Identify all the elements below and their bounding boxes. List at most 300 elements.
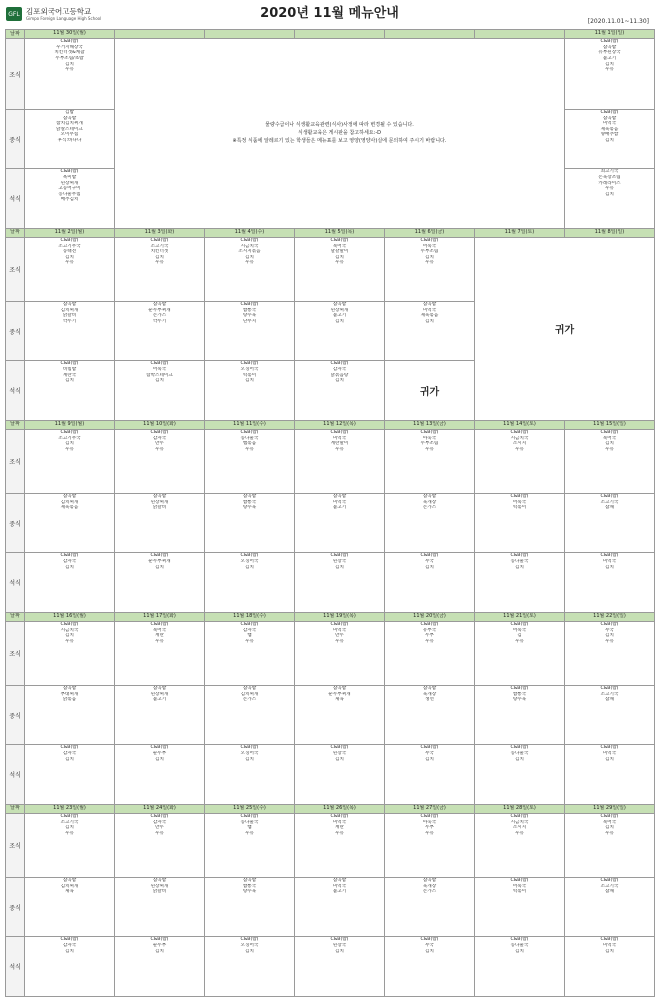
menu-item: 우유 — [65, 260, 74, 266]
menu-item: 순두부 — [152, 942, 167, 948]
menu-item: 우유 — [155, 260, 164, 266]
menu-item: C&B(밥) — [510, 553, 529, 559]
menu-item: 감자국 — [242, 627, 257, 633]
menu-item: 된장국 — [332, 558, 347, 564]
menu-item: C&B(밥) — [240, 237, 259, 243]
day-header: 11월 13일(금) — [385, 420, 475, 429]
menu-item: 잡곡밥 — [332, 301, 347, 307]
day-cell — [205, 301, 295, 360]
day-header: 11월 21일(토) — [475, 612, 565, 621]
menu-item: 깍두기 — [62, 318, 77, 324]
date-corner-label: 날짜 — [6, 228, 25, 237]
day-cell — [295, 553, 385, 612]
menu-item: 김치 — [335, 756, 344, 762]
menu-item: C&B(밥) — [510, 745, 529, 751]
menu-item: 미역국 — [602, 942, 617, 948]
menu-item: 순두부찌개 — [148, 558, 171, 564]
menu-item: 순두부 — [152, 750, 167, 756]
menu-item: 참치김치찌개 — [56, 121, 83, 127]
day-cell — [475, 937, 565, 997]
meal-label: 조식 — [6, 39, 25, 110]
menu-item: 어묵국 — [512, 883, 527, 889]
menu-item: C&B(밥) — [600, 493, 619, 499]
menu-item: 김치 — [65, 254, 74, 260]
menu-item: C&B(밥) — [420, 813, 439, 819]
menu-item: C&B(밥) — [330, 237, 349, 243]
menu-item: 미역국 — [332, 819, 347, 825]
menu-item: 콩나물국 — [510, 558, 529, 564]
menu-item: 감자국 — [152, 435, 167, 441]
menu-item: 계란국 — [62, 372, 77, 378]
menu-item: 어묵국 — [512, 627, 527, 633]
menu-item: C&B(밥) — [330, 937, 349, 943]
week-header-row — [6, 804, 655, 813]
day-cell — [295, 621, 385, 685]
menu-item: 김치 — [425, 564, 434, 570]
notice-line: 물량수급이나 식생활교육관련(식사)사정에 따라 변경될 수 있습니다. — [265, 122, 414, 129]
menu-item: 김치 — [245, 948, 254, 954]
menu-item: C&B(밥) — [150, 553, 169, 559]
menu-item: 부대찌개 — [60, 691, 79, 697]
day-header: 11월 28일(토) — [475, 804, 565, 813]
day-header: 11월 16일(월) — [25, 612, 115, 621]
menu-item: 우유 — [425, 260, 434, 266]
day-cell — [385, 237, 475, 301]
menu-item: 카레라이스 — [598, 180, 621, 186]
menu-item: C&B(밥) — [600, 813, 619, 819]
menu-item: 김치 — [335, 378, 344, 384]
menu-item: 아욱국 — [422, 819, 437, 825]
menu-item: 우유 — [605, 638, 614, 644]
day-cell — [385, 937, 475, 997]
menu-item: 무국 — [425, 942, 434, 948]
day-cell — [475, 813, 565, 877]
day-header: 11월 1일(일) — [565, 30, 655, 39]
day-cell — [25, 877, 115, 936]
menu-item: 계란말이 — [330, 441, 349, 447]
day-cell — [205, 813, 295, 877]
date-corner-label: 날짜 — [6, 612, 25, 621]
menu-item: 불고기 — [152, 697, 167, 703]
day-header: 11월 30일(월) — [25, 30, 115, 39]
menu-item: 소고기국 — [60, 819, 79, 825]
day-cell — [25, 621, 115, 685]
menu-item: 어묵국 — [152, 367, 167, 372]
menu-item: 잡곡밥 — [62, 877, 77, 883]
day-cell — [295, 877, 385, 936]
day-cell — [295, 361, 385, 420]
day-cell — [385, 745, 475, 804]
menu-item: C&B(밥) — [60, 39, 79, 45]
menu-item: C&B(밥) — [600, 877, 619, 883]
menu-item: 닭갈비 — [152, 505, 167, 511]
date-corner-label: 날짜 — [6, 804, 25, 813]
menu-item: 생선 — [425, 697, 434, 703]
menu-item: 김치 — [245, 378, 254, 384]
meal-label: 중식 — [6, 493, 25, 552]
week-header-row — [6, 612, 655, 621]
menu-item: 만두 — [155, 825, 164, 831]
day-cell — [385, 621, 475, 685]
menu-item: 우유 — [605, 186, 614, 192]
day-cell — [385, 493, 475, 552]
day-cell — [565, 745, 655, 804]
menu-item: C&B(밥) — [240, 621, 259, 627]
menu-item: 우유 — [245, 638, 254, 644]
menu-item: 계란 — [335, 825, 344, 831]
day-cell — [565, 429, 655, 493]
menu-item: 잡곡밥 — [422, 301, 437, 307]
day-cell — [475, 621, 565, 685]
menu-item: 콩나물무침 — [58, 191, 81, 197]
menu-item: 우유 — [65, 67, 74, 73]
menu-item: C&B(밥) — [600, 110, 619, 115]
menu-item: 우유 — [155, 446, 164, 452]
menu-item: 미역국 — [602, 750, 617, 756]
menu-item: 김치 — [425, 948, 434, 954]
menu-item: 짬뽕국 — [512, 691, 527, 697]
menu-item: 돈가스 — [422, 505, 437, 511]
day-cell — [295, 745, 385, 804]
day-cell — [25, 169, 115, 228]
day-cell — [25, 937, 115, 997]
menu-item: C&B(밥) — [60, 553, 79, 559]
menu-item: 돈가스 — [242, 697, 257, 703]
day-cell — [475, 877, 565, 936]
day-header — [295, 30, 385, 39]
day-cell — [295, 937, 385, 997]
menu-item: C&B(밥) — [420, 553, 439, 559]
menu-item: 김치 — [65, 633, 74, 639]
menu-item: 북어국 — [602, 435, 617, 441]
menu-item: 북어국 — [602, 819, 617, 825]
menu-item: 감자국 — [332, 367, 347, 372]
day-cell — [25, 745, 115, 804]
menu-item: 돈가스 — [422, 889, 437, 895]
meal-row — [6, 813, 655, 877]
menu-item: 우유 — [65, 830, 74, 836]
menu-item: 우유 — [245, 260, 254, 266]
school-name: 김포외국어고등학교 — [26, 6, 92, 16]
menu-item: 유부국 — [422, 627, 437, 633]
menu-item: 잡곡밥 — [242, 685, 257, 691]
menu-item: C&B(밥) — [510, 877, 529, 883]
day-header: 11월 10일(화) — [115, 420, 205, 429]
menu-item: C&B(밥) — [60, 429, 79, 435]
menu-item: 우유 — [605, 67, 614, 73]
menu-item: 우유 — [425, 446, 434, 452]
menu-item: 시금치국 — [240, 243, 259, 249]
menu-item: 닭볶음탕 — [330, 372, 349, 378]
day-cell — [115, 877, 205, 936]
menu-item: 소고기국 — [600, 499, 619, 505]
day-cell — [115, 301, 205, 360]
menu-item: 우거지해장국 — [56, 44, 83, 50]
menu-item: 두부조림 — [420, 441, 439, 447]
menu-item: 두부 — [425, 633, 434, 639]
day-header: 11월 19일(목) — [295, 612, 385, 621]
menu-item: 우유 — [515, 638, 524, 644]
notice-line: 식생활교육은 게시판을 참고하세요:-D — [298, 130, 381, 137]
menu-item: C&B(밥) — [600, 685, 619, 691]
day-header: 11월 29일(일) — [565, 804, 655, 813]
menu-item: 김치 — [65, 441, 74, 447]
menu-item: 제육볶음 — [420, 313, 439, 319]
day-header — [115, 30, 205, 39]
day-cell — [25, 361, 115, 420]
menu-item: C&B(밥) — [510, 493, 529, 499]
menu-item: 어묵국 — [422, 243, 437, 249]
menu-item: 잡곡밥 — [152, 685, 167, 691]
day-cell — [205, 621, 295, 685]
menu-item: 잡곡밥 — [422, 493, 437, 499]
menu-item: 아욱국 — [422, 435, 437, 441]
menu-item: C&B(밥) — [150, 237, 169, 243]
menu-item: 오징어국 — [240, 367, 259, 372]
menu-item: 닭갈비 — [62, 313, 77, 319]
menu-item: 육개장 — [422, 691, 437, 697]
menu-item: 소시지볶음 — [238, 249, 261, 255]
menu-item: 미역국 — [602, 121, 617, 127]
menu-item: 된장찌개 — [60, 180, 79, 186]
meal-row — [6, 745, 655, 804]
menu-item: 된장찌개 — [150, 883, 169, 889]
day-cell — [385, 813, 475, 877]
menu-item: 김치 — [335, 254, 344, 260]
day-cell — [115, 937, 205, 997]
meal-label: 석식 — [6, 361, 25, 420]
menu-item: 제육볶음 — [60, 505, 79, 511]
menu-item: 두부조림 — [420, 249, 439, 255]
menu-item: 잡곡밥 — [242, 877, 257, 883]
menu-item: 오징어국 — [240, 942, 259, 948]
menu-item: 잡곡밥 — [242, 493, 257, 499]
day-cell — [25, 39, 115, 110]
menu-item: 잡곡밥 — [152, 877, 167, 883]
menu-item: 김치 — [515, 756, 524, 762]
day-header: 11월 22일(일) — [565, 612, 655, 621]
menu-item: C&B(밥) — [420, 237, 439, 243]
meal-row — [6, 429, 655, 493]
day-header — [385, 30, 475, 39]
menu-item: 된장찌개 — [150, 499, 169, 505]
menu-item: 김치찌개 — [60, 307, 79, 313]
menu-item: 우유 — [245, 830, 254, 836]
menu-item: 김치 — [515, 948, 524, 954]
menu-item: 제육볶음 — [600, 126, 619, 132]
week-header-row — [6, 30, 655, 39]
day-cell — [115, 685, 205, 744]
gap-label: 귀가 — [385, 361, 475, 420]
menu-item: 김치 — [335, 564, 344, 570]
menu-item: 우유 — [605, 446, 614, 452]
menu-item: 흑미밥 — [62, 175, 77, 181]
menu-item: 콩나물국 — [510, 942, 529, 948]
menu-item: 무국 — [605, 627, 614, 633]
day-header: 11월 11일(수) — [205, 420, 295, 429]
day-cell — [115, 237, 205, 301]
menu-item: 만두 — [155, 441, 164, 447]
menu-item: 고등어구이 — [58, 186, 81, 192]
menu-item: 닭볶음 — [62, 697, 77, 703]
menu-item: 돈가스 — [152, 313, 167, 319]
menu-item: 두부조림/초밥 — [55, 55, 84, 61]
menu-item: 소시지 — [512, 825, 527, 831]
day-cell — [475, 685, 565, 744]
menu-item: 순두부찌개 — [328, 691, 351, 697]
menu-item: C&B(밥) — [60, 621, 79, 627]
meal-row — [6, 937, 655, 997]
meal-row — [6, 493, 655, 552]
day-cell — [385, 301, 475, 360]
day-cell — [205, 237, 295, 301]
menu-item: 김치 — [65, 564, 74, 570]
menu-item: C&B(밥) — [600, 429, 619, 435]
day-cell — [25, 493, 115, 552]
meal-label: 석식 — [6, 553, 25, 612]
menu-item: 소고기무국 — [58, 243, 81, 249]
menu-item: 잡곡밥 — [62, 301, 77, 307]
menu-item: 짬뽕국 — [242, 499, 257, 505]
day-cell — [565, 813, 655, 877]
menu-item: 잡곡밥 — [422, 685, 437, 691]
menu-item: 김치 — [605, 137, 614, 143]
day-header: 11월 5일(목) — [295, 228, 385, 237]
day-cell — [565, 493, 655, 552]
menu-item: 잡곡밥 — [62, 685, 77, 691]
menu-item: 김치 — [155, 378, 164, 384]
menu-item: 우유 — [515, 830, 524, 836]
day-cell — [205, 937, 295, 997]
meal-label: 석식 — [6, 745, 25, 804]
meal-row — [6, 685, 655, 744]
menu-item: 소고기국 — [600, 883, 619, 889]
menu-item: C&B(밥) — [60, 237, 79, 243]
menu-item: C&B(밥) — [330, 745, 349, 751]
menu-item: 제육 — [65, 889, 74, 895]
menu-item: 잡곡밥 — [332, 493, 347, 499]
day-cell — [565, 39, 655, 110]
school-name-en: Gimpo Foreign Language High School — [26, 15, 102, 21]
menu-item: C&B(밥) — [240, 361, 259, 367]
menu-item: 햄 — [247, 633, 252, 639]
menu-item: 김치 — [425, 756, 434, 762]
meal-label: 조식 — [6, 237, 25, 301]
menu-item: C&B(밥) — [240, 301, 259, 307]
menu-item: 미역국 — [332, 627, 347, 633]
menu-item: 계란 — [155, 633, 164, 639]
menu-item: 불고기 — [602, 55, 617, 61]
menu-item: 김치 — [605, 564, 614, 570]
day-cell — [205, 493, 295, 552]
menu-item: 김치찌개 — [240, 691, 259, 697]
menu-item: C&B(밥) — [510, 429, 529, 435]
menu-item: 소시지 — [512, 441, 527, 447]
menu-item: 감자국 — [62, 558, 77, 564]
day-cell — [115, 361, 205, 420]
menu-item: 탕수육 — [242, 313, 257, 319]
menu-item: 오징어국 — [240, 558, 259, 564]
day-header: 11월 24일(화) — [115, 804, 205, 813]
meal-row — [6, 237, 655, 301]
menu-item: C&B(밥) — [600, 553, 619, 559]
menu-item: 떡볶이 — [242, 372, 257, 378]
menu-item: C&B(밥) — [60, 937, 79, 943]
menu-item: 치킨너겟&케찹 — [54, 50, 85, 56]
menu-item: 육개장 — [422, 499, 437, 505]
school-emblem-icon: GFL — [6, 7, 22, 21]
menu-item: 김치 — [65, 756, 74, 762]
day-cell — [25, 237, 115, 301]
menu-item: C&B(밥) — [150, 813, 169, 819]
day-cell — [115, 429, 205, 493]
menu-item: 김치 — [65, 378, 74, 384]
page-title: 2020년 11월 메뉴안내 — [260, 6, 399, 21]
day-cell — [385, 685, 475, 744]
day-cell — [115, 813, 205, 877]
menu-item: 탕수육 — [242, 505, 257, 511]
menu-item: 김치 — [605, 191, 614, 197]
day-cell — [205, 685, 295, 744]
menu-item: 햄 — [247, 825, 252, 831]
menu-item: 오징어국 — [240, 750, 259, 756]
menu-item: 닭갈비 — [152, 889, 167, 895]
notice-line: ※특정 식품에 알레르기 있는 학생들은 메뉴표를 보고 영양(영양사)실에 문의하여 주시기 바랍니다. — [232, 138, 447, 145]
menu-item: 김치 — [605, 825, 614, 831]
menu-item: 우유 — [335, 830, 344, 836]
menu-item: 우유 — [605, 830, 614, 836]
menu-item: 미역국 — [332, 435, 347, 441]
menu-item: 배추김치 — [60, 197, 79, 203]
menu-item: C&B(밥) — [60, 169, 79, 175]
day-cell — [25, 429, 115, 493]
menu-item: 된장국 — [332, 750, 347, 756]
menu-item: 순두부찌개 — [148, 307, 171, 313]
day-header: 11월 25일(수) — [205, 804, 295, 813]
day-cell — [565, 877, 655, 936]
day-cell — [25, 553, 115, 612]
day-cell — [475, 745, 565, 804]
day-header: 11월 7일(토) — [475, 228, 565, 237]
day-header — [475, 30, 565, 39]
menu-item: C&B(밥) — [60, 745, 79, 751]
menu-item: 소고기국 — [600, 691, 619, 697]
meal-row — [6, 621, 655, 685]
day-cell — [205, 429, 295, 493]
day-header — [205, 30, 295, 39]
menu-item: 유부된장국 — [598, 50, 621, 56]
menu-item: 잡채 — [605, 697, 614, 703]
menu-item: 어묵국 — [512, 499, 527, 505]
menu-item: 잡곡밥 — [62, 115, 77, 121]
day-header: 11월 26일(목) — [295, 804, 385, 813]
menu-item: 불고기 — [332, 889, 347, 895]
meal-label: 조식 — [6, 429, 25, 493]
menu-item: 잡곡밥 — [152, 493, 167, 499]
day-cell — [565, 621, 655, 685]
meal-label: 중식 — [6, 110, 25, 169]
menu-item: 닭살스테이크 — [56, 126, 83, 132]
day-cell — [295, 237, 385, 301]
menu-item: C&B(밥) — [240, 745, 259, 751]
day-header: 11월 15일(일) — [565, 420, 655, 429]
menu-item: C&B(밥) — [330, 361, 349, 367]
menu-item: C&B(밥) — [150, 361, 169, 367]
menu-item: 탕수육 — [512, 697, 527, 703]
menu-item: 김치 — [65, 948, 74, 954]
day-header: 11월 12일(목) — [295, 420, 385, 429]
menu-item: 김치 — [335, 948, 344, 954]
